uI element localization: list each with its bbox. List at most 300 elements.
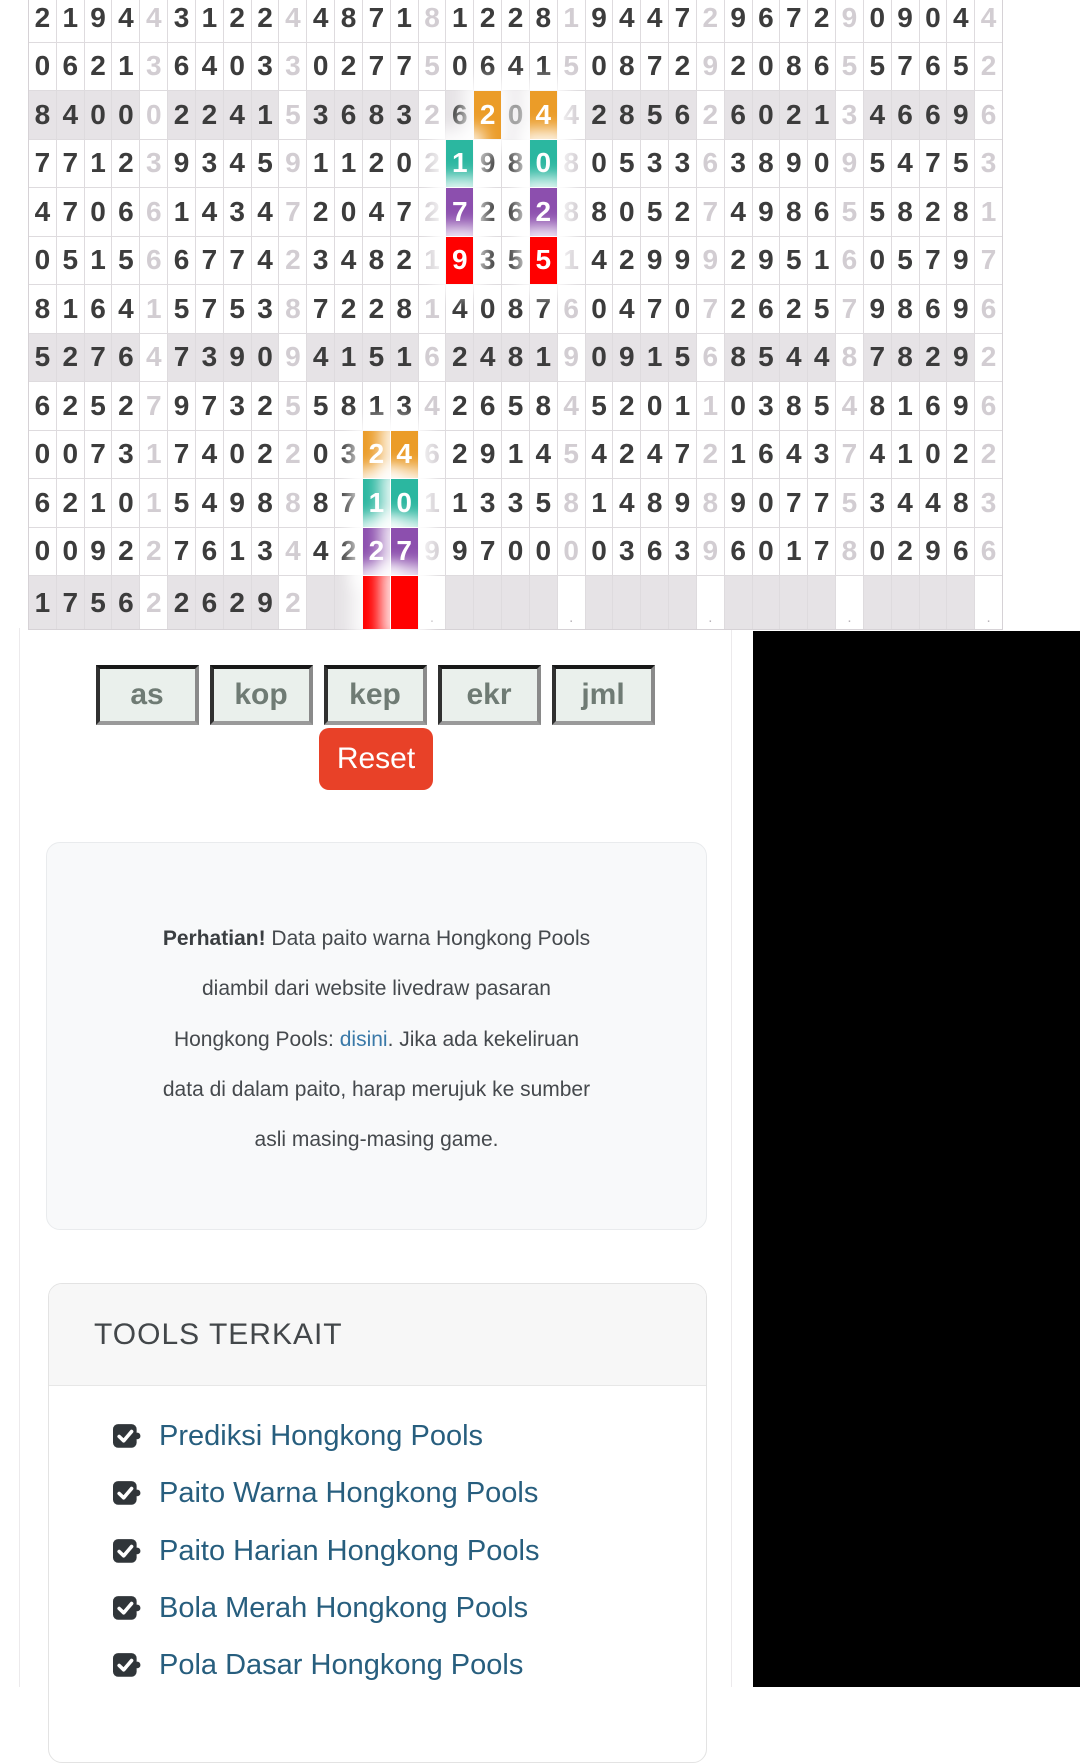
paito-cell: 1	[391, 0, 418, 42]
paito-cell: 6	[836, 237, 863, 285]
notice-text: Hongkong Pools:	[173, 1027, 340, 1051]
paito-cell: 9	[669, 237, 696, 285]
paito-cell: 5	[224, 285, 251, 333]
filter-button-ekr[interactable]: ekr	[438, 665, 541, 725]
paito-cell: 1	[558, 0, 585, 42]
paito-cell-highlight-purple: 2	[363, 528, 390, 576]
paito-cell: 6	[753, 431, 780, 479]
paito-cell: 6	[112, 576, 139, 629]
paito-cell: 2	[335, 43, 362, 91]
paito-cell: 4	[279, 0, 306, 42]
paito-cell: 2	[279, 576, 306, 629]
paito-cell: 2	[892, 528, 919, 576]
paito-cell: 1	[419, 237, 446, 285]
paito-cell: 5	[613, 140, 640, 188]
paito-cell: 9	[419, 528, 446, 576]
paito-cell: 5	[808, 382, 835, 430]
paito-cell: 8	[697, 479, 724, 527]
paito-cell: 4	[920, 479, 947, 527]
paito-cell: 1	[530, 43, 557, 91]
paito-cell: 1	[29, 576, 56, 629]
paito-cell: 9	[641, 237, 668, 285]
paito-cell: 6	[920, 285, 947, 333]
paito-cell: 1	[196, 0, 223, 42]
paito-cell: 6	[168, 43, 195, 91]
paito-cell-highlight-teal: 1	[363, 479, 390, 527]
paito-cell	[669, 576, 696, 629]
paito-cell: 9	[697, 237, 724, 285]
paito-cell: 6	[446, 91, 473, 139]
paito-cell: 8	[947, 188, 974, 236]
tool-list-item	[113, 1637, 706, 1694]
paito-cell: 5	[112, 237, 139, 285]
paito-cell: 2	[780, 285, 807, 333]
paito-cell: 8	[363, 237, 390, 285]
paito-cell: 7	[224, 237, 251, 285]
paito-cell: 0	[753, 91, 780, 139]
paito-cell: .	[558, 576, 585, 629]
paito-cell: 9	[168, 140, 195, 188]
paito-cell	[753, 576, 780, 629]
paito-cell: 7	[196, 285, 223, 333]
notice-text: asli masing-masing game.	[254, 1128, 499, 1152]
paito-cell: 6	[920, 43, 947, 91]
paito-cell: 2	[669, 43, 696, 91]
paito-cell: 8	[307, 479, 334, 527]
paito-cell: 5	[836, 188, 863, 236]
notice-text-line	[47, 964, 706, 1014]
paito-cell: 1	[85, 140, 112, 188]
paito-cell: 1	[808, 237, 835, 285]
paito-cell: 6	[669, 91, 696, 139]
paito-cell: 8	[335, 0, 362, 42]
paito-cell: 3	[252, 528, 279, 576]
paito-cell: 2	[725, 43, 752, 91]
paito-cell: 8	[892, 188, 919, 236]
paito-cell: 5	[252, 140, 279, 188]
paito-cell: 8	[558, 140, 585, 188]
paito-cell: 2	[363, 285, 390, 333]
paito-cell: 9	[753, 237, 780, 285]
paito-cell: 1	[252, 91, 279, 139]
paito-cell: 2	[307, 188, 334, 236]
paito-cell: 6	[753, 285, 780, 333]
paito-cell: 4	[641, 0, 668, 42]
paito-cell: 2	[252, 0, 279, 42]
paito-cell: 2	[613, 237, 640, 285]
paito-cell: 1	[140, 285, 167, 333]
paito-cell: 7	[641, 285, 668, 333]
paito-cell: 2	[446, 334, 473, 382]
paito-cell: 3	[224, 382, 251, 430]
paito-cell: 4	[892, 479, 919, 527]
paito-cell: 3	[808, 431, 835, 479]
notice-text: Data paito warna Hongkong Pools	[265, 927, 591, 950]
paito-cell: 6	[725, 528, 752, 576]
paito-cell: 6	[140, 188, 167, 236]
paito-cell: 0	[85, 188, 112, 236]
paito-cell: 7	[168, 334, 195, 382]
paito-cell: 6	[975, 382, 1002, 430]
paito-cell: 1	[697, 382, 724, 430]
paito-cell: 4	[252, 237, 279, 285]
paito-cell: 1	[530, 334, 557, 382]
paito-cell: 9	[725, 479, 752, 527]
paito-cell: 4	[279, 528, 306, 576]
paito-cell: 4	[725, 188, 752, 236]
paito-cell: 7	[391, 43, 418, 91]
paito-cell: 1	[725, 431, 752, 479]
paito-cell: 6	[920, 91, 947, 139]
paito-cell: 3	[975, 140, 1002, 188]
paito-cell	[586, 576, 613, 629]
paito-cell: 7	[697, 188, 724, 236]
paito-cell-highlight-red: 5	[530, 237, 557, 285]
paito-cell: 2	[279, 237, 306, 285]
paito-cell: 0	[307, 431, 334, 479]
paito-cell: 1	[892, 382, 919, 430]
paito-cell: 1	[780, 528, 807, 576]
paito-cell: 6	[112, 188, 139, 236]
paito-cell: 7	[391, 188, 418, 236]
paito-cell: 9	[168, 382, 195, 430]
paito-cell: 2	[57, 382, 84, 430]
paito-cell: 8	[836, 528, 863, 576]
notice-text-line	[47, 1115, 706, 1165]
paito-cell: 8	[613, 43, 640, 91]
paito-cell: 0	[112, 91, 139, 139]
paito-cell: 9	[558, 334, 585, 382]
paito-cell: 0	[57, 431, 84, 479]
paito-cell: 0	[586, 43, 613, 91]
paito-cell: 1	[112, 43, 139, 91]
paito-cell: 4	[586, 237, 613, 285]
paito-cell: 2	[586, 91, 613, 139]
ad-panel	[753, 631, 1080, 1687]
paito-cell: 0	[224, 43, 251, 91]
paito-cell: 0	[446, 43, 473, 91]
filter-button-as[interactable]: as	[96, 665, 199, 725]
paito-cell: 4	[864, 91, 891, 139]
tool-list-item	[113, 1580, 706, 1637]
paito-cell: 7	[168, 431, 195, 479]
paito-cell: 2	[112, 140, 139, 188]
paito-cell: 7	[669, 431, 696, 479]
paito-cell: 5	[641, 91, 668, 139]
paito-cell: 6	[474, 382, 501, 430]
paito-cell: 1	[419, 285, 446, 333]
paito-cell-highlight-purple: 7	[391, 528, 418, 576]
tool-link[interactable]: Bola Merah Hongkong Pools	[159, 1592, 529, 1625]
paito-cell	[335, 576, 362, 629]
paito-cell: 0	[307, 43, 334, 91]
paito-cell: 3	[196, 140, 223, 188]
paito-cell: 2	[168, 91, 195, 139]
paito-cell-highlight-orange: 2	[474, 91, 501, 139]
paito-cell: 0	[29, 528, 56, 576]
paito-cell: 5	[558, 431, 585, 479]
paito-cell: 1	[586, 479, 613, 527]
paito-cell: 0	[335, 188, 362, 236]
paito-cell: 4	[780, 334, 807, 382]
paito-cell: 9	[224, 334, 251, 382]
paito-cell: 0	[29, 43, 56, 91]
paito-cell: 2	[224, 576, 251, 629]
paito-cell: 0	[753, 528, 780, 576]
paito-cell: 9	[947, 382, 974, 430]
check-square-icon	[113, 1480, 140, 1507]
paito-cell: 2	[947, 431, 974, 479]
paito-cell: 6	[725, 91, 752, 139]
paito-cell: 4	[864, 431, 891, 479]
paito-cell: 9	[252, 576, 279, 629]
paito-cell: 6	[808, 188, 835, 236]
filter-button-row	[19, 665, 731, 725]
paito-cell: 7	[363, 0, 390, 42]
tool-link[interactable]: Pola Dasar Hongkong Pools	[159, 1649, 524, 1682]
paito-cell: 0	[753, 479, 780, 527]
paito-cell: 2	[502, 0, 529, 42]
paito-cell: 4	[57, 91, 84, 139]
paito-cell: 0	[391, 140, 418, 188]
paito-cell: 3	[168, 0, 195, 42]
paito-cell: 8	[502, 334, 529, 382]
paito-cell: 1	[502, 431, 529, 479]
paito-cell: 5	[279, 91, 306, 139]
paito-cell: 1	[446, 479, 473, 527]
paito-cell: 0	[224, 431, 251, 479]
paito-cell: 8	[864, 382, 891, 430]
paito-cell: 7	[57, 188, 84, 236]
paito-cell: 7	[85, 334, 112, 382]
paito-cell: 3	[140, 43, 167, 91]
paito-cell: 4	[558, 91, 585, 139]
disini-link[interactable]: disini	[339, 1027, 388, 1051]
paito-cell: 8	[641, 479, 668, 527]
paito-cell: 1	[363, 382, 390, 430]
paito-cell: 1	[335, 334, 362, 382]
paito-cell: 0	[864, 528, 891, 576]
paito-cell	[446, 576, 473, 629]
paito-cell: 0	[474, 285, 501, 333]
paito-cell: 7	[808, 528, 835, 576]
paito-cell: 2	[168, 576, 195, 629]
paito-cell: 7	[836, 285, 863, 333]
paito-cell: 8	[419, 0, 446, 42]
notice-text: diambil dari website livedraw pasaran	[201, 977, 551, 1001]
paito-cell: 6	[558, 285, 585, 333]
tool-link[interactable]: Prediksi Hongkong Pools	[159, 1420, 484, 1453]
filter-button-kop[interactable]: kop	[210, 665, 313, 725]
paito-cell	[530, 576, 557, 629]
paito-cell-highlight-teal: 0	[391, 479, 418, 527]
paito-cell: 3	[753, 382, 780, 430]
paito-cell: 8	[279, 479, 306, 527]
paito-cell: 2	[363, 140, 390, 188]
paito-cell: 1	[446, 0, 473, 42]
paito-cell: 8	[780, 188, 807, 236]
paito-cell: 0	[29, 431, 56, 479]
paito-cell: 8	[753, 140, 780, 188]
paito-cell: 5	[780, 237, 807, 285]
paito-cell: 9	[725, 0, 752, 42]
paito-cell: 9	[947, 334, 974, 382]
paito-cell: 8	[391, 285, 418, 333]
paito-cell: 4	[780, 431, 807, 479]
paito-cell: 5	[669, 334, 696, 382]
paito-cell: 4	[224, 91, 251, 139]
paito-cell: 4	[363, 188, 390, 236]
notice-text-line	[47, 914, 706, 964]
paito-cell: 3	[335, 431, 362, 479]
paito-cell: 3	[474, 237, 501, 285]
paito-cell: 5	[836, 479, 863, 527]
paito-cell: 0	[725, 382, 752, 430]
paito-cell: 3	[669, 140, 696, 188]
paito-cell: 7	[669, 0, 696, 42]
paito-cell	[502, 576, 529, 629]
filter-button-kep[interactable]: kep	[324, 665, 427, 725]
paito-cell: 9	[947, 237, 974, 285]
paito-cell: 8	[530, 382, 557, 430]
paito-cell: 2	[975, 431, 1002, 479]
paito-cell: 1	[224, 528, 251, 576]
paito-cell: 1	[669, 382, 696, 430]
content-column-left-border	[19, 628, 20, 1687]
paito-cell: 0	[920, 0, 947, 42]
paito-cell: 5	[279, 382, 306, 430]
paito-cell: 9	[697, 43, 724, 91]
filter-button-jml[interactable]: jml	[552, 665, 655, 725]
paito-cell: 2	[112, 528, 139, 576]
paito-cell: 3	[140, 140, 167, 188]
paito-cell: 7	[530, 285, 557, 333]
paito-cell: 5	[530, 479, 557, 527]
paito-cell: 8	[836, 334, 863, 382]
paito-cell: 4	[112, 285, 139, 333]
paito-cell: 0	[864, 0, 891, 42]
paito-cell: 6	[419, 334, 446, 382]
paito-cell: 7	[864, 334, 891, 382]
paito-cell: 5	[168, 479, 195, 527]
paito-cell: 4	[808, 334, 835, 382]
paito-cell: .	[419, 576, 446, 629]
paito-cell: 0	[502, 91, 529, 139]
paito-cell: 6	[753, 0, 780, 42]
paito-cell: 5	[85, 576, 112, 629]
paito-cell: 6	[112, 334, 139, 382]
paito-cell: 8	[892, 285, 919, 333]
tool-link[interactable]: Paito Warna Hongkong Pools	[159, 1477, 539, 1510]
paito-cell: 1	[140, 431, 167, 479]
paito-cell: 7	[641, 43, 668, 91]
paito-cell: 8	[530, 0, 557, 42]
paito-cell: 2	[975, 43, 1002, 91]
paito-cell: 3	[669, 528, 696, 576]
paito-cell	[641, 576, 668, 629]
paito-cell: 7	[920, 237, 947, 285]
paito-cell: 7	[892, 43, 919, 91]
paito-cell: 6	[697, 334, 724, 382]
paito-cell: 6	[920, 382, 947, 430]
paito-cell: 8	[586, 188, 613, 236]
paito-cell: 3	[836, 91, 863, 139]
paito-cell: 3	[391, 91, 418, 139]
paito-cell: 9	[947, 285, 974, 333]
paito-cell: 3	[307, 237, 334, 285]
paito-cell: 8	[558, 188, 585, 236]
paito-cell: 9	[85, 528, 112, 576]
paito-cell: 1	[85, 479, 112, 527]
paito-cell: 6	[57, 43, 84, 91]
paito-cell: 4	[196, 43, 223, 91]
paito-cell: 7	[57, 140, 84, 188]
paito-cell: 9	[85, 0, 112, 42]
reset-button[interactable]: Reset	[319, 728, 433, 790]
paito-cell: 1	[307, 140, 334, 188]
paito-cell: 9	[224, 479, 251, 527]
paito-cell-highlight-orange: 4	[530, 91, 557, 139]
paito-cell: .	[975, 576, 1002, 629]
paito-cell: 9	[836, 140, 863, 188]
paito-cell: 7	[474, 528, 501, 576]
paito-cell: 2	[140, 528, 167, 576]
paito-cell: 9	[613, 334, 640, 382]
paito-cell: 9	[836, 0, 863, 42]
paito-cell: 4	[112, 0, 139, 42]
paito-cell: 8	[502, 285, 529, 333]
paito-cell: 0	[252, 334, 279, 382]
paito-cell: 5	[836, 43, 863, 91]
paito-cell: 4	[307, 0, 334, 42]
paito-number-table	[28, 0, 1003, 630]
paito-cell: 4	[613, 0, 640, 42]
paito-cell: 7	[363, 43, 390, 91]
paito-cell: 7	[196, 382, 223, 430]
paito-cell: 4	[29, 188, 56, 236]
paito-cell-highlight-purple: 2	[530, 188, 557, 236]
paito-cell: 2	[419, 140, 446, 188]
paito-cell: 4	[196, 479, 223, 527]
paito-cell: 5	[892, 237, 919, 285]
paito-cell: 3	[725, 140, 752, 188]
paito-cell: 6	[419, 431, 446, 479]
notice-warning-label: Perhatian!	[162, 927, 266, 950]
paito-cell: 2	[252, 431, 279, 479]
tool-list-item	[113, 1523, 706, 1580]
paito-cell: 8	[502, 140, 529, 188]
paito-cell: 1	[335, 140, 362, 188]
paito-cell: 5	[502, 237, 529, 285]
paito-cell: 6	[975, 528, 1002, 576]
paito-cell: 9	[586, 0, 613, 42]
paito-cell: 4	[335, 237, 362, 285]
paito-cell: .	[697, 576, 724, 629]
paito-cell: 5	[558, 43, 585, 91]
paito-cell: 2	[613, 431, 640, 479]
paito-cell	[892, 576, 919, 629]
paito-cell: 6	[29, 382, 56, 430]
paito-cell: 0	[586, 528, 613, 576]
paito-cell: 1	[140, 479, 167, 527]
paito-cell: 4	[892, 140, 919, 188]
paito-cell: 5	[586, 382, 613, 430]
paito-cell: 7	[697, 285, 724, 333]
paito-cell: 4	[641, 431, 668, 479]
paito-cell: 7	[780, 479, 807, 527]
paito-cell: 1	[558, 237, 585, 285]
tool-link[interactable]: Paito Harian Hongkong Pools	[159, 1534, 540, 1567]
